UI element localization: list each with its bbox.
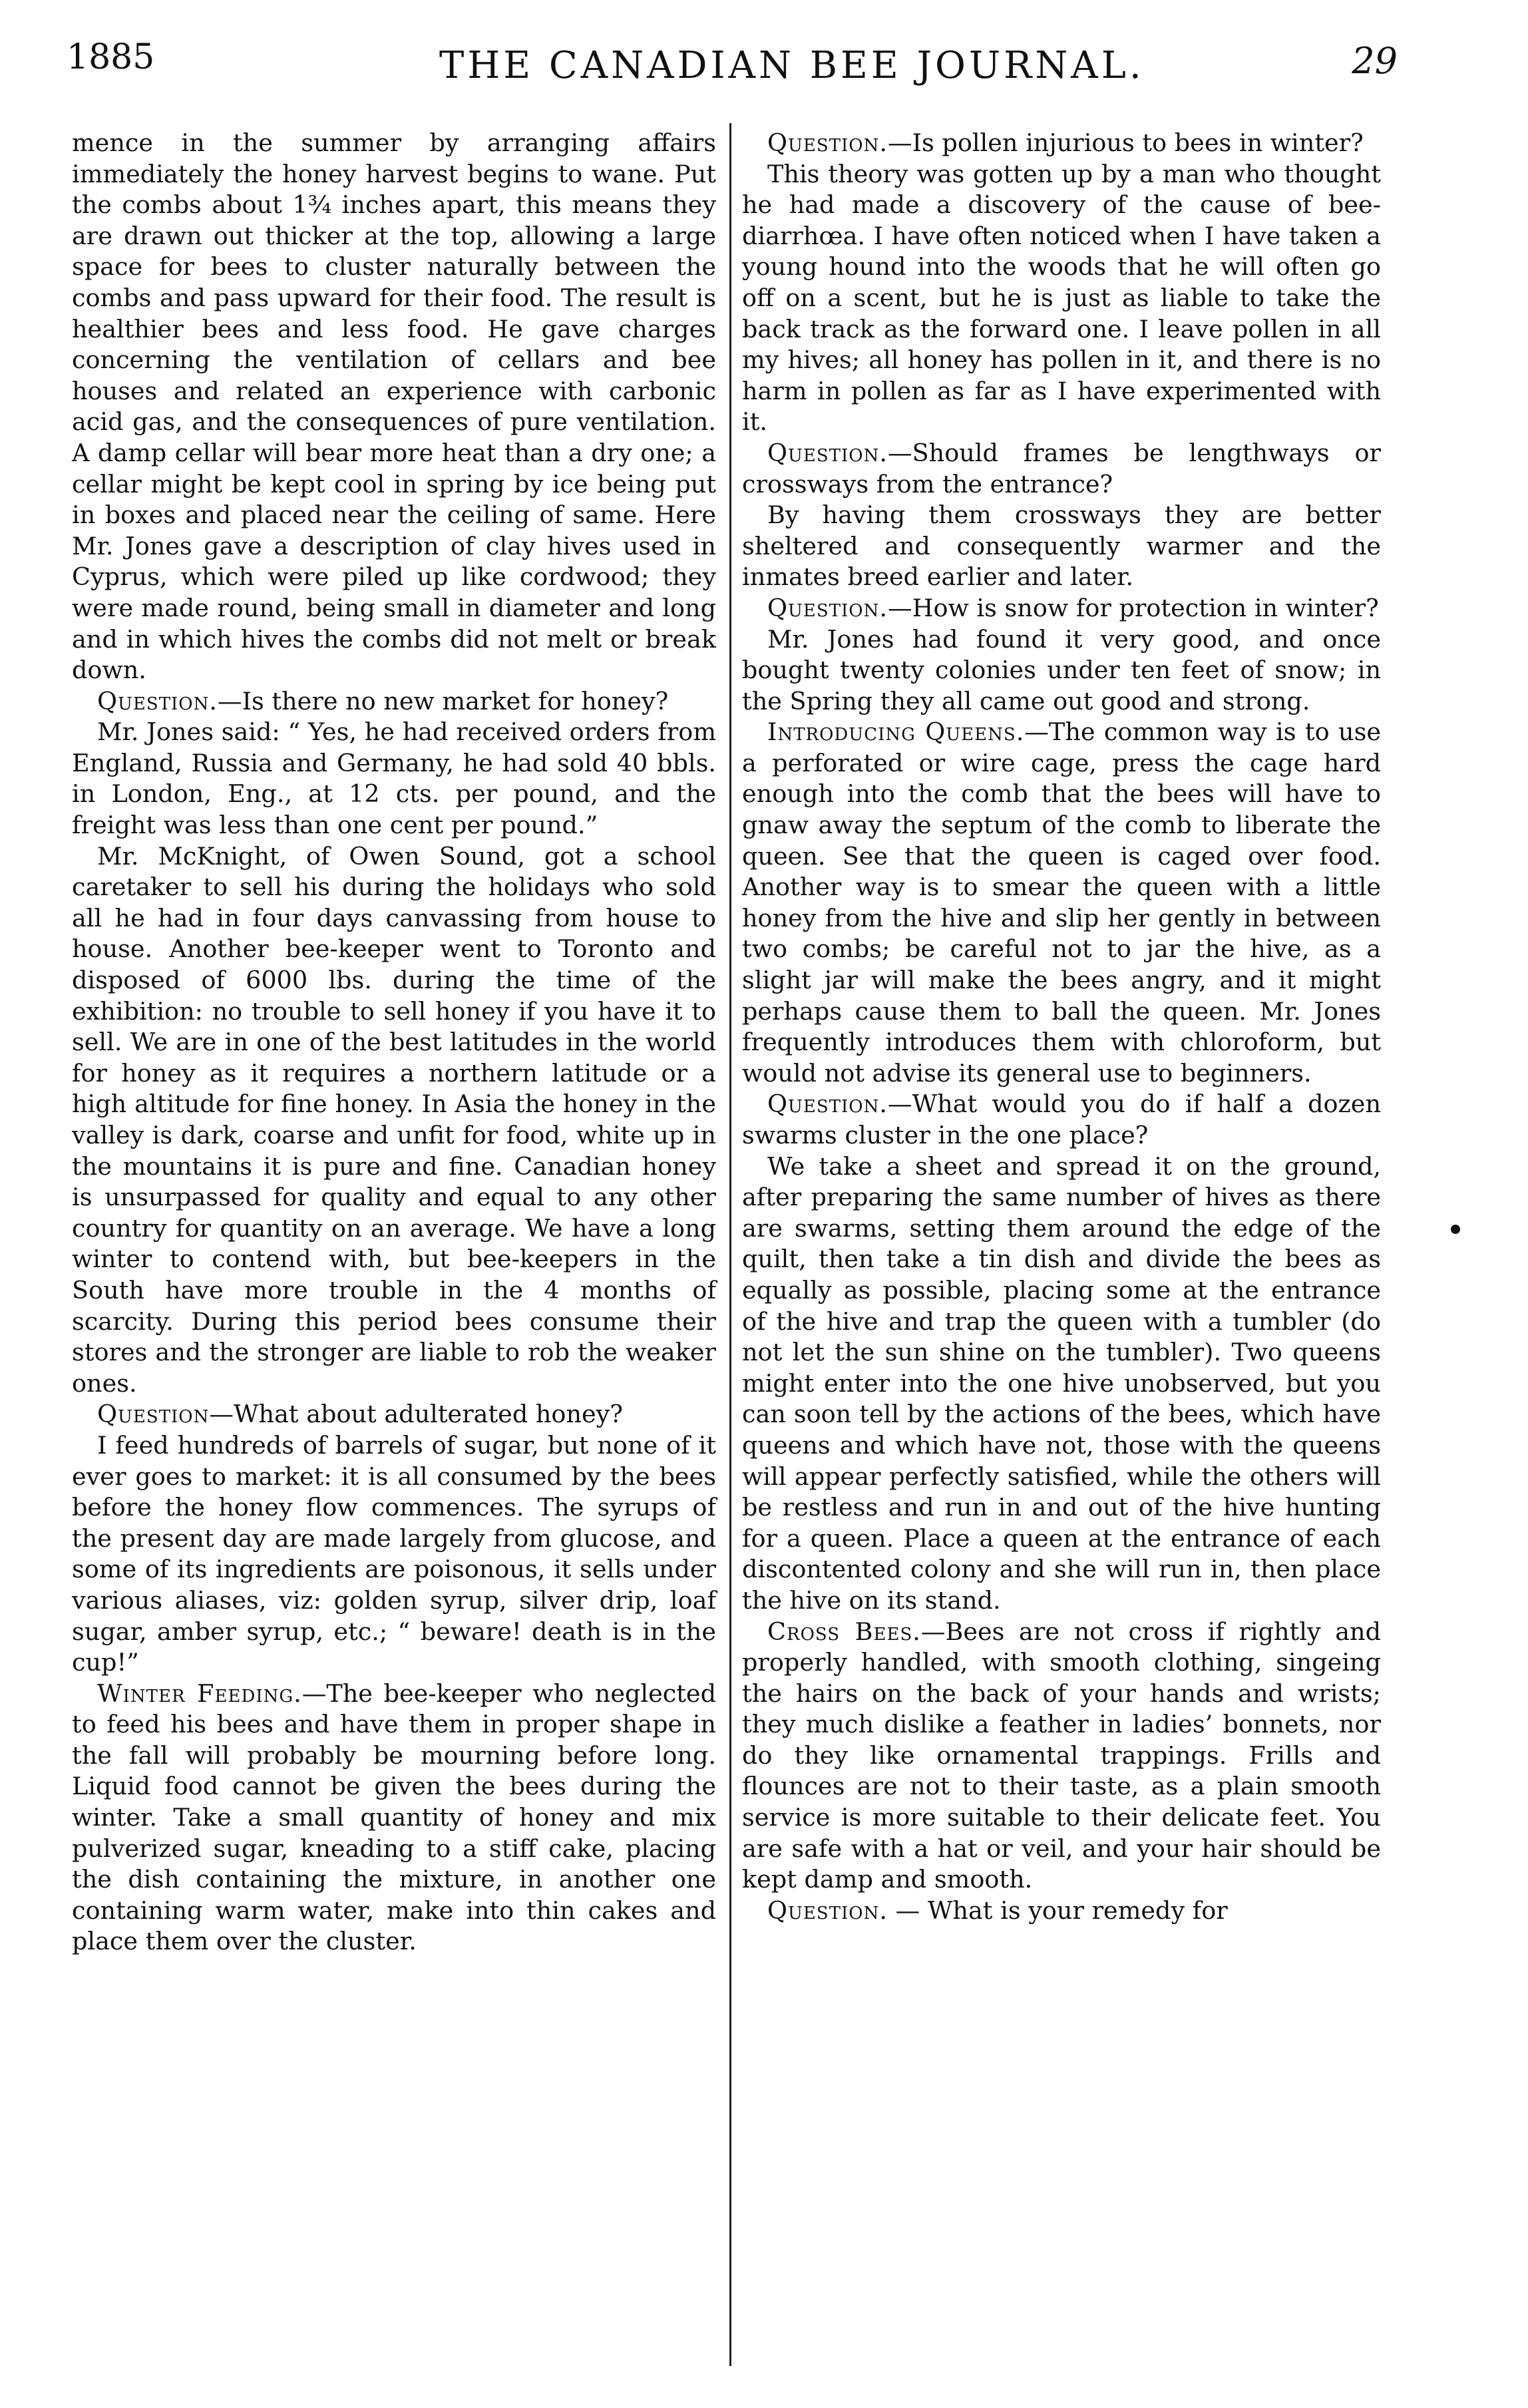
paragraph-winter-feeding: Winter Feeding.—The bee-keeper who neglected to feed his bees and have them in proper shape in the fall will probably be mourning before long. Liquid food cannot be given the bees during the winter. Take a small quantity of honey and mix pulverized sugar, kneading to a stiff cake, placing the dish containing the mixture, in another one containing warm water, make into thin cakes and place them over the cluster. xyxy=(72,1679,716,1956)
paragraph-question: Question.—Is pollen injurious to bees in winter? xyxy=(767,128,1364,157)
page-number: 29 xyxy=(1352,40,1398,82)
paragraph: Mr. Jones had found it very good, and once bought twenty colonies under ten feet of snow; in the Spring they all came out good and strong. xyxy=(742,624,1381,715)
journal-title: THE CANADIAN BEE JOURNAL. xyxy=(439,44,1145,87)
paragraph: Mr. Jones said: “ Yes, he had received orders from England, Russia and Germany, he had sold 40 bbls. in London, Eng., at 12 cts. per pound, and the freight was less than one cent per pound.” xyxy=(72,717,716,840)
paragraph: We take a sheet and spread it on the ground, after preparing the same number of hives as there are swarms, setting them around the edge of the quilt, then take a tin dish and divide the bees as equally as possible, placing some at the entrance of the hive and trap the queen with a tumbler (do not let the sun shine on the tumbler). Two queens might enter into the one hive unobserved, but you can soon tell by the actions of the bees, which have queens and which have not, those with the queens will appear perfectly satisfied, while the others will be restless and run in and out of the hive hunting for a queen. Place a queen at the entrance of each discontented colony and she will run in, then place the hive on its stand. xyxy=(742,1151,1381,1615)
paragraph: Mr. McKnight, of Owen Sound, got a school caretaker to sell his during the holidays who sold all he had in four days canvassing from house to house. Another bee-keeper went to Toronto and disposed of 6000 lbs. during the time of the exhibition: no trouble to sell honey if you have it to sell. We are in one of the best latitudes in the world for honey as it requires a northern latitude or a high altitude for fine honey. In Asia the honey in the valley is dark, coarse and unfit for food, white up in the mountains it is pure and fine. Canadian honey is unsurpassed for quality and equal to any other country for quantity on an average. We have a long winter to contend with, but bee-keepers in the South have more trouble in the 4 months of scarcity. During this period bees consume their stores and the stronger are liable to rob the weaker ones. xyxy=(72,841,716,1398)
header-year: 1885 xyxy=(67,37,155,77)
right-column xyxy=(742,128,1381,1926)
left-column xyxy=(72,128,716,1957)
paragraph-question: Question—What about adulterated honey? xyxy=(97,1400,623,1429)
paragraph: By having them crossways they are better sheltered and consequently warmer and the inmates breed earlier and later. xyxy=(742,501,1381,592)
paragraph-cross-bees: Cross Bees.—Bees are not cross if rightly and properly handled, with smooth clothing, singeing the hairs on the back of your hands and wrists; they much dislike a feather in ladies’ bonnets, nor do they like ornamental trappings. Frills and flounces are not to their taste, as a plain smooth service is more suitable to their delicate feet. You are safe with a hat or veil, and your hair should be kept damp and smooth. xyxy=(742,1617,1381,1894)
paragraph-introducing-queens: Introducing Queens.—The common way is to use a perforated or wire cage, press the cage hard enough into the comb that the bees will have to gnaw away the septum of the comb to liberate the queen. See that the queen is caged over food. Another way is to smear the queen with a little honey from the hive and slip her gently in between two combs; be careful not to jar the hive, as a slight jar will make the bees angry, and it might perhaps cause them to ball the queen. Mr. Jones frequently introduces them with chloroform, but would not advise its general use to beginners. xyxy=(742,717,1381,1088)
paragraph-question: Question.—Should frames be lengthways or crossways from the entrance? xyxy=(742,438,1381,499)
column-divider xyxy=(729,123,731,2366)
margin-dot xyxy=(1451,1225,1460,1234)
page-header xyxy=(67,27,1398,100)
paragraph-question: Question.—How is snow for protection in winter? xyxy=(767,593,1379,622)
paragraph-question: Question. — What is your remedy for xyxy=(767,1896,1228,1925)
paragraph: mence in the summer by arranging affairs immediately the honey harvest begins to wane. Put the combs about 1¾ inches apart, this means they are drawn out thicker at the top, allowing a large space for bees to cluster naturally between the combs and pass upward for their food. The result is healthier bees and less food. He gave charges concerning the ventilation of cellars and bee houses and related an experience with carbonic acid gas, and the consequences of pure ventilation. A damp cellar will bear more heat than a dry one; a cellar might be kept cool in spring by ice being put in boxes and placed near the ceiling of same. Here Mr. Jones gave a description of clay hives used in Cyprus, which were piled up like cordwood; they were made round, being small in diameter and long and in which hives the combs did not melt or break down. xyxy=(72,128,716,685)
paragraph: I feed hundreds of barrels of sugar, but none of it ever goes to market: it is all consumed by the bees before the honey flow commences. The syrups of the present day are made largely from glucose, and some of its ingredients are poisonous, it sells under various aliases, viz: golden syrup, silver drip, loaf sugar, amber syrup, etc.; “ beware! death is in the cup!” xyxy=(72,1430,716,1677)
paragraph-question: Question.—What would you do if half a dozen swarms cluster in the one place? xyxy=(742,1090,1381,1149)
paragraph-question: Question.—Is there no new market for honey? xyxy=(97,686,669,715)
paragraph: This theory was gotten up by a man who thought he had made a discovery of the cause of bee-diarrhœa. I have often noticed when I have taken a young hound into the woods that he will often go off on a scent, but he is just as liable to take the back track as the forward one. I leave pollen in all my hives; all honey has pollen in it, and there is no harm in pollen as far as I have experimented with it. xyxy=(742,159,1381,437)
